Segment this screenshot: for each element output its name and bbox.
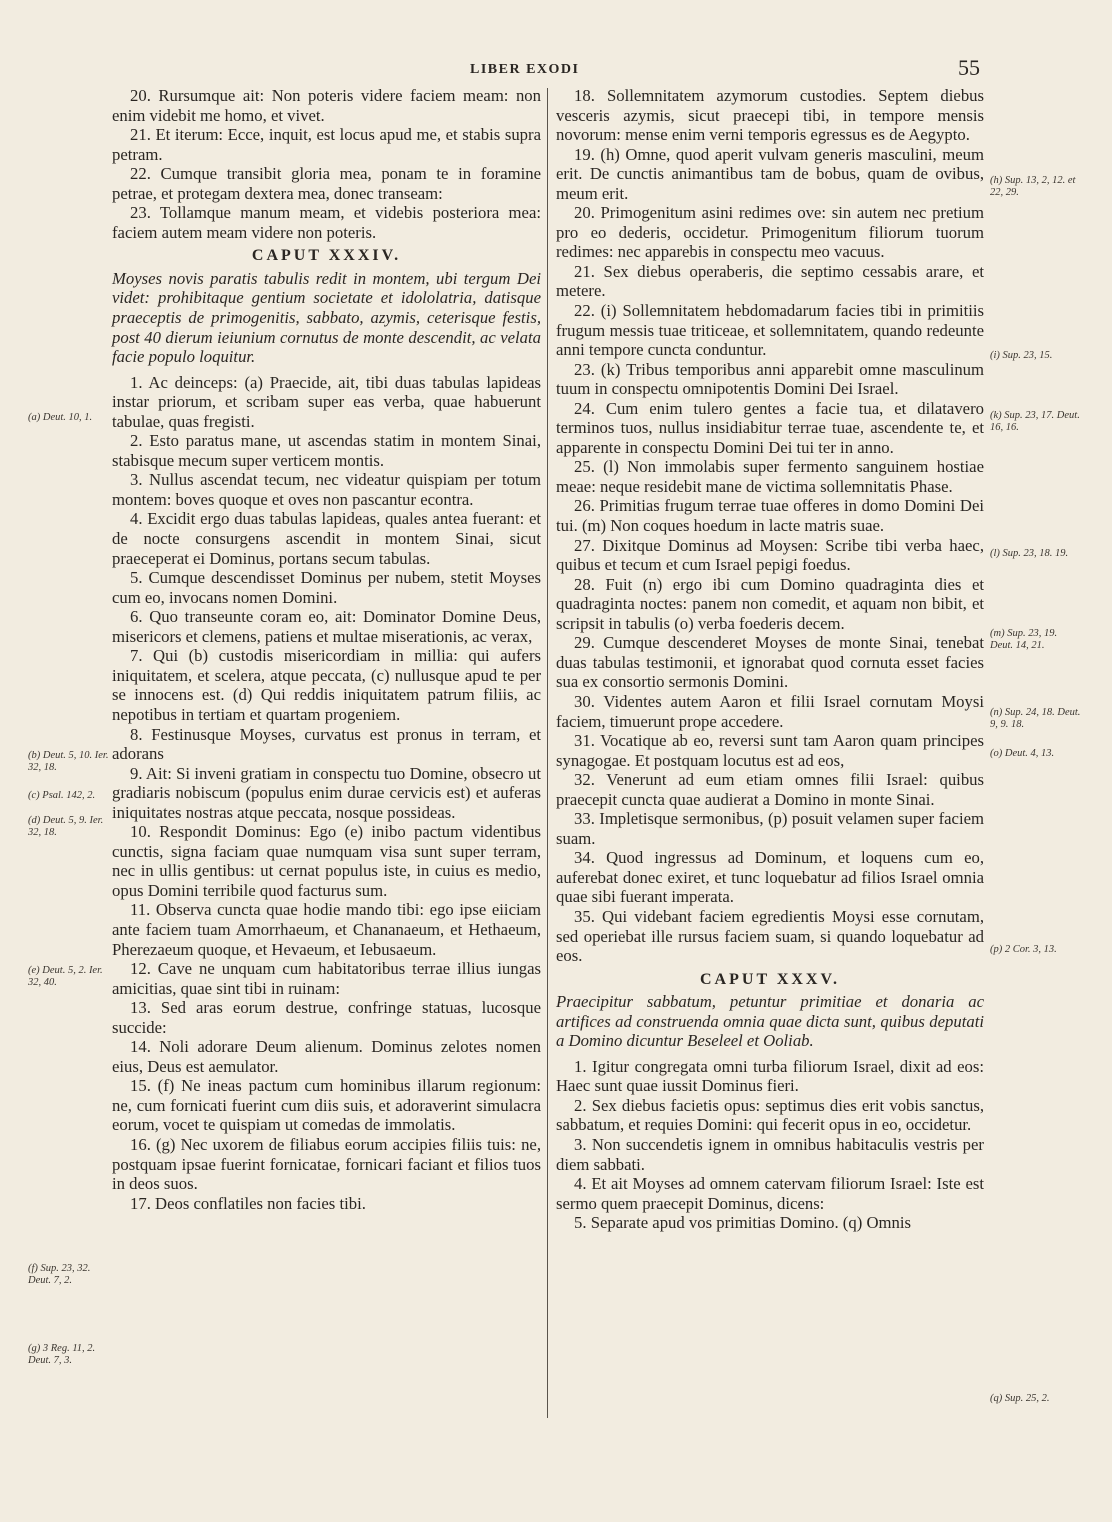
verse: 8. Festinusque Moyses, curvatus est pronus in terram, et adorans: [112, 724, 541, 764]
verse: 2. Sex diebus facietis opus: septimus dies erit vobis sanctus, sabbatum, et requies Domini: qui fecerit opus in eo, occidetur.: [556, 1095, 984, 1135]
verse: 16. (g) Nec uxorem de filiabus eorum accipies filiis tuis: ne, postquam ipsae fuerint fornicatae, fornicari faciant et filios tuos in deos suos.: [112, 1134, 541, 1194]
verse: 22. (i) Sollemnitatem hebdomadarum facies tibi in primitiis frugum messis tuae triticeae, et sollemnitatem, quando redeunte anni tempore cuncta conduntur.: [556, 301, 984, 360]
page-number: 55: [958, 55, 980, 80]
margin-note: (k) Sup. 23, 17. Deut. 16, 16.: [990, 410, 1080, 433]
verse: 19. (h) Omne, quod aperit vulvam generis masculini, meum erit. De cunctis animantibus tam de bobus, quam de ovibus, meum erit.: [556, 144, 984, 203]
verse: 34. Quod ingressus ad Dominum, et loquens cum eo, auferebat donec exiret, et tunc loquebatur ad filios Israel omnia quae sibi fuerant imperata.: [556, 848, 984, 907]
margin-note: (a) Deut. 10, 1.: [28, 412, 93, 423]
verse: 6. Quo transeunte coram eo, ait: Dominator Domine Deus, misericors et clemens, patiens et multae miserationis, ac verax,: [112, 607, 541, 646]
verse: 35. Qui videbant faciem egredientis Moysi esse cornutam, sed operiebat ille rursus faciem suam, si quando loquebatur ad eos.: [556, 906, 984, 966]
margin-note: (m) Sup. 23, 19. Deut. 14, 21.: [990, 628, 1058, 651]
verse: 26. Primitias frugum terrae tuae offeres in domo Domini Dei tui. (m) Non coques hoedum in lacte matris suae.: [556, 496, 984, 536]
margin-note: (n) Sup. 24, 18. Deut. 9, 9. 18.: [990, 707, 1081, 730]
verse: 7. Qui (b) custodis misericordiam in millia: qui aufers iniquitatem, et scelera, atque peccata, (c) nullusque apud te per se innocens est. (d) Qui reddis iniquitatem patrum filiis, ac nepotibus in tertiam et quartam progeniem.: [112, 646, 541, 724]
chapter-heading: CAPUT XXXIV.: [251, 247, 402, 265]
chapter-summary: Moyses novis paratis tabulis redit in montem, ubi tergum Dei videt: prohibitaque gentium societate et idololatria, datisque praeceptis de primogenitis, sabbato, azymis, ceterisque festis, post 40 dierum ieiunium cornutus de monte descendit, ac velata facie populo loquitur.: [112, 268, 541, 367]
verse: 9. Ait: Si inveni gratiam in conspectu tuo Domine, obsecro ut gradiaris nobiscum (populus enim durae cervicis est) et auferas iniquitates nostras atque peccata, nosque possideas.: [112, 763, 541, 822]
verse: 21. Et iterum: Ecce, inquit, est locus apud me, et stabis supra petram.: [112, 125, 541, 164]
margin-note: (b) Deut. 5, 10. Ier. 32, 18.: [28, 750, 109, 773]
verse: 11. Observa cuncta quae hodie mando tibi: ego ipse eiiciam ante faciem tuam Amorrhaeum, et Chananaeum, et Hethaeum, Pherezaeum quoque, et Hevaeum, et Iebusaeum.: [112, 900, 541, 959]
verse: 23. (k) Tribus temporibus anni apparebit omne masculinum tuum in conspectu omnipotentis Domini Dei Israel.: [556, 359, 984, 399]
column-divider: [547, 88, 548, 1418]
margin-note: (f) Sup. 23, 32. Deut. 7, 2.: [28, 1263, 91, 1286]
verse: 18. Sollemnitatem azymorum custodies. Septem diebus vesceris azymis, sicut praecepi tibi, in tempore mensis novorum: mense enim verni temporis egressus es de Aegypto.: [556, 86, 984, 145]
verse: 13. Sed aras eorum destrue, confringe statuas, lucosque succide:: [112, 998, 541, 1037]
margin-note: (l) Sup. 23, 18. 19.: [990, 548, 1069, 559]
verse: 17. Deos conflatiles non facies tibi.: [130, 1193, 366, 1213]
verse: 14. Noli adorare Deum alienum. Dominus zelotes nomen eius, Deus est aemulator.: [112, 1037, 541, 1076]
chapter-summary: Praecipitur sabbatum, petuntur primitiae et donaria ac artifices ad construenda omnia quae dicta sunt, quibus deputati a Domino dicuntur Beseleel et Ooliab.: [556, 992, 984, 1051]
margin-note: (d) Deut. 5, 9. Ier. 32, 18.: [28, 815, 104, 838]
verse: 30. Videntes autem Aaron et filii Israel cornutam Moysi faciem, timuerunt prope accedere.: [556, 691, 984, 731]
chapter-heading: CAPUT XXXV.: [700, 970, 840, 988]
margin-note: (e) Deut. 5, 2. Ier. 32, 40.: [28, 965, 103, 988]
verse: 10. Respondit Dominus: Ego (e) inibo pactum videntibus cunctis, signa faciam quae numquam visa sunt super terram, nec in ullis gentibus: ut cernat populus iste, in cuius es medio, opus Domini terribile quod facturus sum.: [112, 822, 541, 900]
verse: 23. Tollamque manum meam, et videbis posteriora mea: faciem autem meam videre non poteris.: [112, 203, 541, 242]
verse: 4. Excidit ergo duas tabulas lapideas, quales antea fuerant: et de nocte consurgens ascendit in montem Sinai, sicut praeceperat ei Dominus, portans secum tabulas.: [112, 509, 541, 568]
verse: 2. Esto paratus mane, ut ascendas statim in montem Sinai, stabisque mecum super verticem montis.: [112, 431, 541, 470]
verse: 12. Cave ne unquam cum habitatoribus terrae illius iungas amicitias, quae sint tibi in ruinam:: [112, 959, 541, 998]
verse: 25. (l) Non immolabis super fermento sanguinem hostiae meae: neque residebit mane de victima sollemnitatis Phase.: [556, 457, 984, 496]
verse: 3. Nullus ascendat tecum, nec videatur quispiam per totum montem: boves quoque et oves non pascantur econtra.: [112, 470, 541, 509]
verse: 21. Sex diebus operaberis, die septimo cessabis arare, et metere.: [556, 261, 984, 301]
margin-note: (i) Sup. 23, 15.: [990, 350, 1053, 361]
verse: 1. Igitur congregata omni turba filiorum Israel, dixit ad eos: Haec sunt quae iussit Dominus fieri.: [556, 1056, 984, 1096]
verse: 28. Fuit (n) ergo ibi cum Domino quadraginta dies et quadraginta noctes: panem non comedit, et aquam non bibit, et scripsit in tabulis (o) verba foederis decem.: [556, 574, 984, 633]
margin-note: (h) Sup. 13, 2, 12. et 22, 29.: [990, 175, 1076, 198]
verse: 3. Non succendetis ignem in omnibus habitaculis vestris per diem sabbati.: [556, 1134, 984, 1174]
verse: 31. Vocatique ab eo, reversi sunt tam Aaron quam principes synagogae. Et postquam locutus est ad eos,: [556, 731, 984, 770]
verse: 20. Primogenitum asini redimes ove: sin autem nec pretium pro eo dederis, occidetur. Primogenitum filiorum tuorum redimes: nec apparebis in conspectu meo vacuus.: [556, 203, 984, 262]
verse: 22. Cumque transibit gloria mea, ponam te in foramine petrae, et protegam dextera mea, donec transeam:: [112, 164, 541, 203]
margin-note: (p) 2 Cor. 3, 13.: [990, 944, 1057, 955]
verse: 27. Dixitque Dominus ad Moysen: Scribe tibi verba haec, quibus et tecum et cum Israel pepigi foedus.: [556, 535, 984, 575]
verse: 24. Cum enim tulero gentes a facie tua, et dilatavero terminos tuos, nullus insidiabitur terrae tuae, ascendente te, et apparente in conspectu Domini Dei tui ter in anno.: [556, 398, 984, 457]
verse: 20. Rursumque ait: Non poteris videre faciem meam: non enim videbit me homo, et vivet.: [112, 86, 541, 125]
verse: 32. Venerunt ad eum etiam omnes filii Israel: quibus praecepit cuncta quae audierat a Domino in monte Sinai.: [556, 770, 984, 809]
verse: 5. Cumque descendisset Dominus per nubem, stetit Moyses cum eo, invocans nomen Domini.: [112, 568, 541, 607]
margin-note: (g) 3 Reg. 11, 2. Deut. 7, 3.: [28, 1343, 96, 1366]
verse: 5. Separate apud vos primitias Domino. (q) Omnis: [574, 1213, 911, 1233]
left-column: [112, 86, 541, 1213]
verse: 15. (f) Ne ineas pactum cum hominibus illarum regionum: ne, cum fornicati fuerint cum diis suis, et adoraverint simulacra eorum, vocet te quispiam ut comedas de immolatis.: [112, 1076, 541, 1135]
verse: 33. Impletisque sermonibus, (p) posuit velamen super faciem suam.: [556, 809, 984, 848]
right-column: [556, 86, 984, 1233]
verse: 1. Ac deinceps: (a) Praecide, ait, tibi duas tabulas lapideas instar priorum, et scribam super eas verba, quae habuerunt tabulae, quas fregisti.: [112, 372, 541, 431]
margin-note: (o) Deut. 4, 13.: [990, 748, 1055, 759]
running-title: LIBER EXODI: [470, 62, 580, 77]
verse: 29. Cumque descenderet Moyses de monte Sinai, tenebat duas tabulas testimonii, et ignorabat quod cornuta esset facies sua ex consortio sermonis Domini.: [556, 633, 984, 692]
verse: 4. Et ait Moyses ad omnem catervam filiorum Israel: Iste est sermo quem praecepit Dominus, dicens:: [556, 1174, 984, 1213]
margin-note: (c) Psal. 142, 2.: [28, 790, 96, 801]
margin-note: (q) Sup. 25, 2.: [990, 1393, 1050, 1404]
